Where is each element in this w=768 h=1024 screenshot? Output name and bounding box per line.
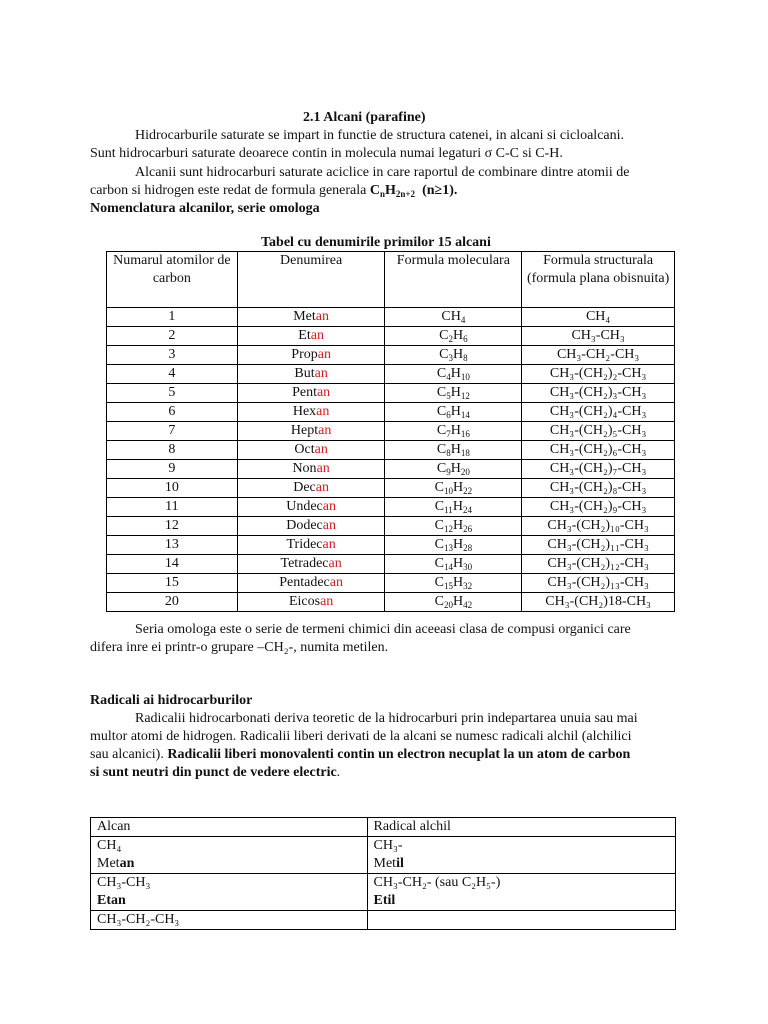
radicals-line-4: si sunt neutri din punct de vedere electric. [90,765,341,780]
structural-formula-cell: CH₃-(CH₂)18-CH₃ [522,593,675,612]
alkane-name-cell: Butan [237,365,385,384]
alkane-name-cell: Pentan [237,384,385,403]
molecular-formula-cell: $C_{10}H_{22}$ [385,479,522,498]
series-line-1: Seria omologa este o serie de termeni chimici din aceeasi clasa de compusi organici care [135,622,631,637]
general-formula: $C_nH_{2n+2}$ (n≥1). [369,183,458,199]
structural-formula-cell: CH₄ [522,308,675,327]
alkane-name-cell: Nonan [237,460,385,479]
intro-line-4 [90,182,457,200]
molecular-formula-cell: $CH_4$ [385,308,522,327]
table-title: Tabel cu denumirile primilor 15 alcani [261,235,491,250]
structural-formula-cell: CH₃-(CH₂)₂-CH₃ [522,365,675,384]
alkane-name-cell: Hexan [237,403,385,422]
molecular-formula-cell: $C_{20}H_{42}$ [385,593,522,612]
radicals-heading: Radicali ai hidrocarburilor [90,693,253,708]
structural-formula-cell: CH₃-(CH₂)₈-CH₃ [522,479,675,498]
table-row [107,517,675,536]
structural-formula-cell: CH₃-(CH₂)₇-CH₃ [522,460,675,479]
intro-line-3: Alcanii sunt hidrocarburi saturate aciclice in care raportul de combinare dintre atomii de [135,165,630,180]
molecular-formula-cell: $C_9H_{20}$ [385,460,522,479]
alkane-cell: CH₃-CH₂-CH₃ [91,911,368,930]
table-row [107,384,675,403]
radical-cell: CH₃-CH₂- (sau C₂H₅-) Etil [367,874,675,911]
section-title: 2.1 Alcani (parafine) [303,110,426,125]
table-row [107,574,675,593]
table-row [107,422,675,441]
carbon-count-cell: 2 [107,327,238,346]
table-row [107,308,675,327]
alkane-name-cell: Etan [237,327,385,346]
structural-formula-cell: CH₃-CH₃ [522,327,675,346]
carbon-count-cell: 12 [107,517,238,536]
table-row [91,911,676,930]
structural-formula-cell: CH₃-(CH₂)₁₃-CH₃ [522,574,675,593]
intro-line-1: Hidrocarburile saturate se impart in functie de structura catenei, in alcani si cicloalcani. [135,128,625,143]
header-molecular-formula: Formula moleculara [385,252,522,308]
table-row [107,346,675,365]
alkanes-table [106,251,675,612]
table-row [107,555,675,574]
carbon-count-cell: 6 [107,403,238,422]
header-radical: Radical alchil [367,818,675,837]
molecular-formula-cell: $C_{14}H_{30}$ [385,555,522,574]
carbon-count-cell: 10 [107,479,238,498]
molecular-formula-cell: $C_7H_{16}$ [385,422,522,441]
carbon-count-cell: 13 [107,536,238,555]
radicals-table [90,817,676,930]
molecular-formula-cell: $C_{13}H_{28}$ [385,536,522,555]
intro-line-2: Sunt hidrocarburi saturate deoarece contin in molecula numai legaturi σ C-C si C-H. [90,146,563,161]
table-row [107,479,675,498]
alkane-name-cell: Propan [237,346,385,365]
structural-formula-cell: CH₃-(CH₂)₄-CH₃ [522,403,675,422]
radical-cell: CH₃- Metil [367,837,675,874]
carbon-count-cell: 8 [107,441,238,460]
table-row [107,460,675,479]
molecular-formula-cell: $C_{15}H_{32}$ [385,574,522,593]
table-row [107,536,675,555]
carbon-count-cell: 5 [107,384,238,403]
structural-formula-cell: CH₃-(CH₂)₁₁-CH₃ [522,536,675,555]
structural-formula-cell: CH₃-CH₂-CH₃ [522,346,675,365]
alkane-name-cell: Pentadecan [237,574,385,593]
carbon-count-cell: 4 [107,365,238,384]
table-row [107,593,675,612]
table-row [107,498,675,517]
table-row [107,327,675,346]
molecular-formula-cell: $C_{12}H_{26}$ [385,517,522,536]
radicals-line-2: multor atomi de hidrogen. Radicalii liberi derivati de la alcani se numesc radicali alchil (alchilici [90,729,632,744]
table-row [91,837,676,874]
table-row [91,874,676,911]
alkane-name-cell: Metan [237,308,385,327]
molecular-formula-cell: $C_8H_{18}$ [385,441,522,460]
structural-formula-cell: CH₃-(CH₂)₁₀-CH₃ [522,517,675,536]
structural-formula-cell: CH₃-(CH₂)₆-CH₃ [522,441,675,460]
nomenclature-heading: Nomenclatura alcanilor, serie omologa [90,201,320,216]
header-alkane: Alcan [91,818,368,837]
series-line-2: difera inre ei printr-o grupare –CH₂-, numita metilen. [90,640,389,655]
structural-formula-cell: CH₃-(CH₂)₉-CH₃ [522,498,675,517]
alkanes-table-header [107,252,675,308]
molecular-formula-cell: $C_5H_{12}$ [385,384,522,403]
radicals-line-1: Radicalii hidrocarbonati deriva teoretic de la hidrocarburi prin indepartarea unuia sau mai [135,711,638,726]
molecular-formula-cell: $C_2H_6$ [385,327,522,346]
carbon-count-cell: 1 [107,308,238,327]
intro-line-4-text: carbon si hidrogen este redat de formula generala [90,183,370,198]
table-row [107,403,675,422]
alkane-name-cell: Decan [237,479,385,498]
table-row [107,441,675,460]
molecular-formula-cell: $C_6H_{14}$ [385,403,522,422]
carbon-count-cell: 14 [107,555,238,574]
structural-formula-cell: CH₃-(CH₂)₁₂-CH₃ [522,555,675,574]
carbon-count-cell: 7 [107,422,238,441]
alkane-name-cell: Dodecan [237,517,385,536]
alkane-cell: CH₃-CH₃ Etan [91,874,368,911]
molecular-formula-cell: $C_4H_{10}$ [385,365,522,384]
alkane-name-cell: Heptan [237,422,385,441]
alkane-name-cell: Tetradecan [237,555,385,574]
alkane-cell: CH₄ Metan [91,837,368,874]
alkane-name-cell: Eicosan [237,593,385,612]
header-name: Denumirea [237,252,385,308]
carbon-count-cell: 11 [107,498,238,517]
radicals-line-3: sau alcanici). Radicalii liberi monovalenti contin un electron necuplat la un atom de carbon [90,747,631,762]
table-row [107,365,675,384]
carbon-count-cell: 3 [107,346,238,365]
header-structural-formula: Formula structurala (formula plana obisnuita) [522,252,675,308]
radicals-table-header [91,818,676,837]
molecular-formula-cell: $C_3H_8$ [385,346,522,365]
carbon-count-cell: 9 [107,460,238,479]
radical-cell [367,911,675,930]
molecular-formula-cell: $C_{11}H_{24}$ [385,498,522,517]
structural-formula-cell: CH₃-(CH₂)₃-CH₃ [522,384,675,403]
carbon-count-cell: 15 [107,574,238,593]
alkane-name-cell: Tridecan [237,536,385,555]
alkane-name-cell: Octan [237,441,385,460]
alkane-name-cell: Undecan [237,498,385,517]
carbon-count-cell: 20 [107,593,238,612]
header-carbon-count: Numarul atomilor de carbon [107,252,238,308]
structural-formula-cell: CH₃-(CH₂)₅-CH₃ [522,422,675,441]
